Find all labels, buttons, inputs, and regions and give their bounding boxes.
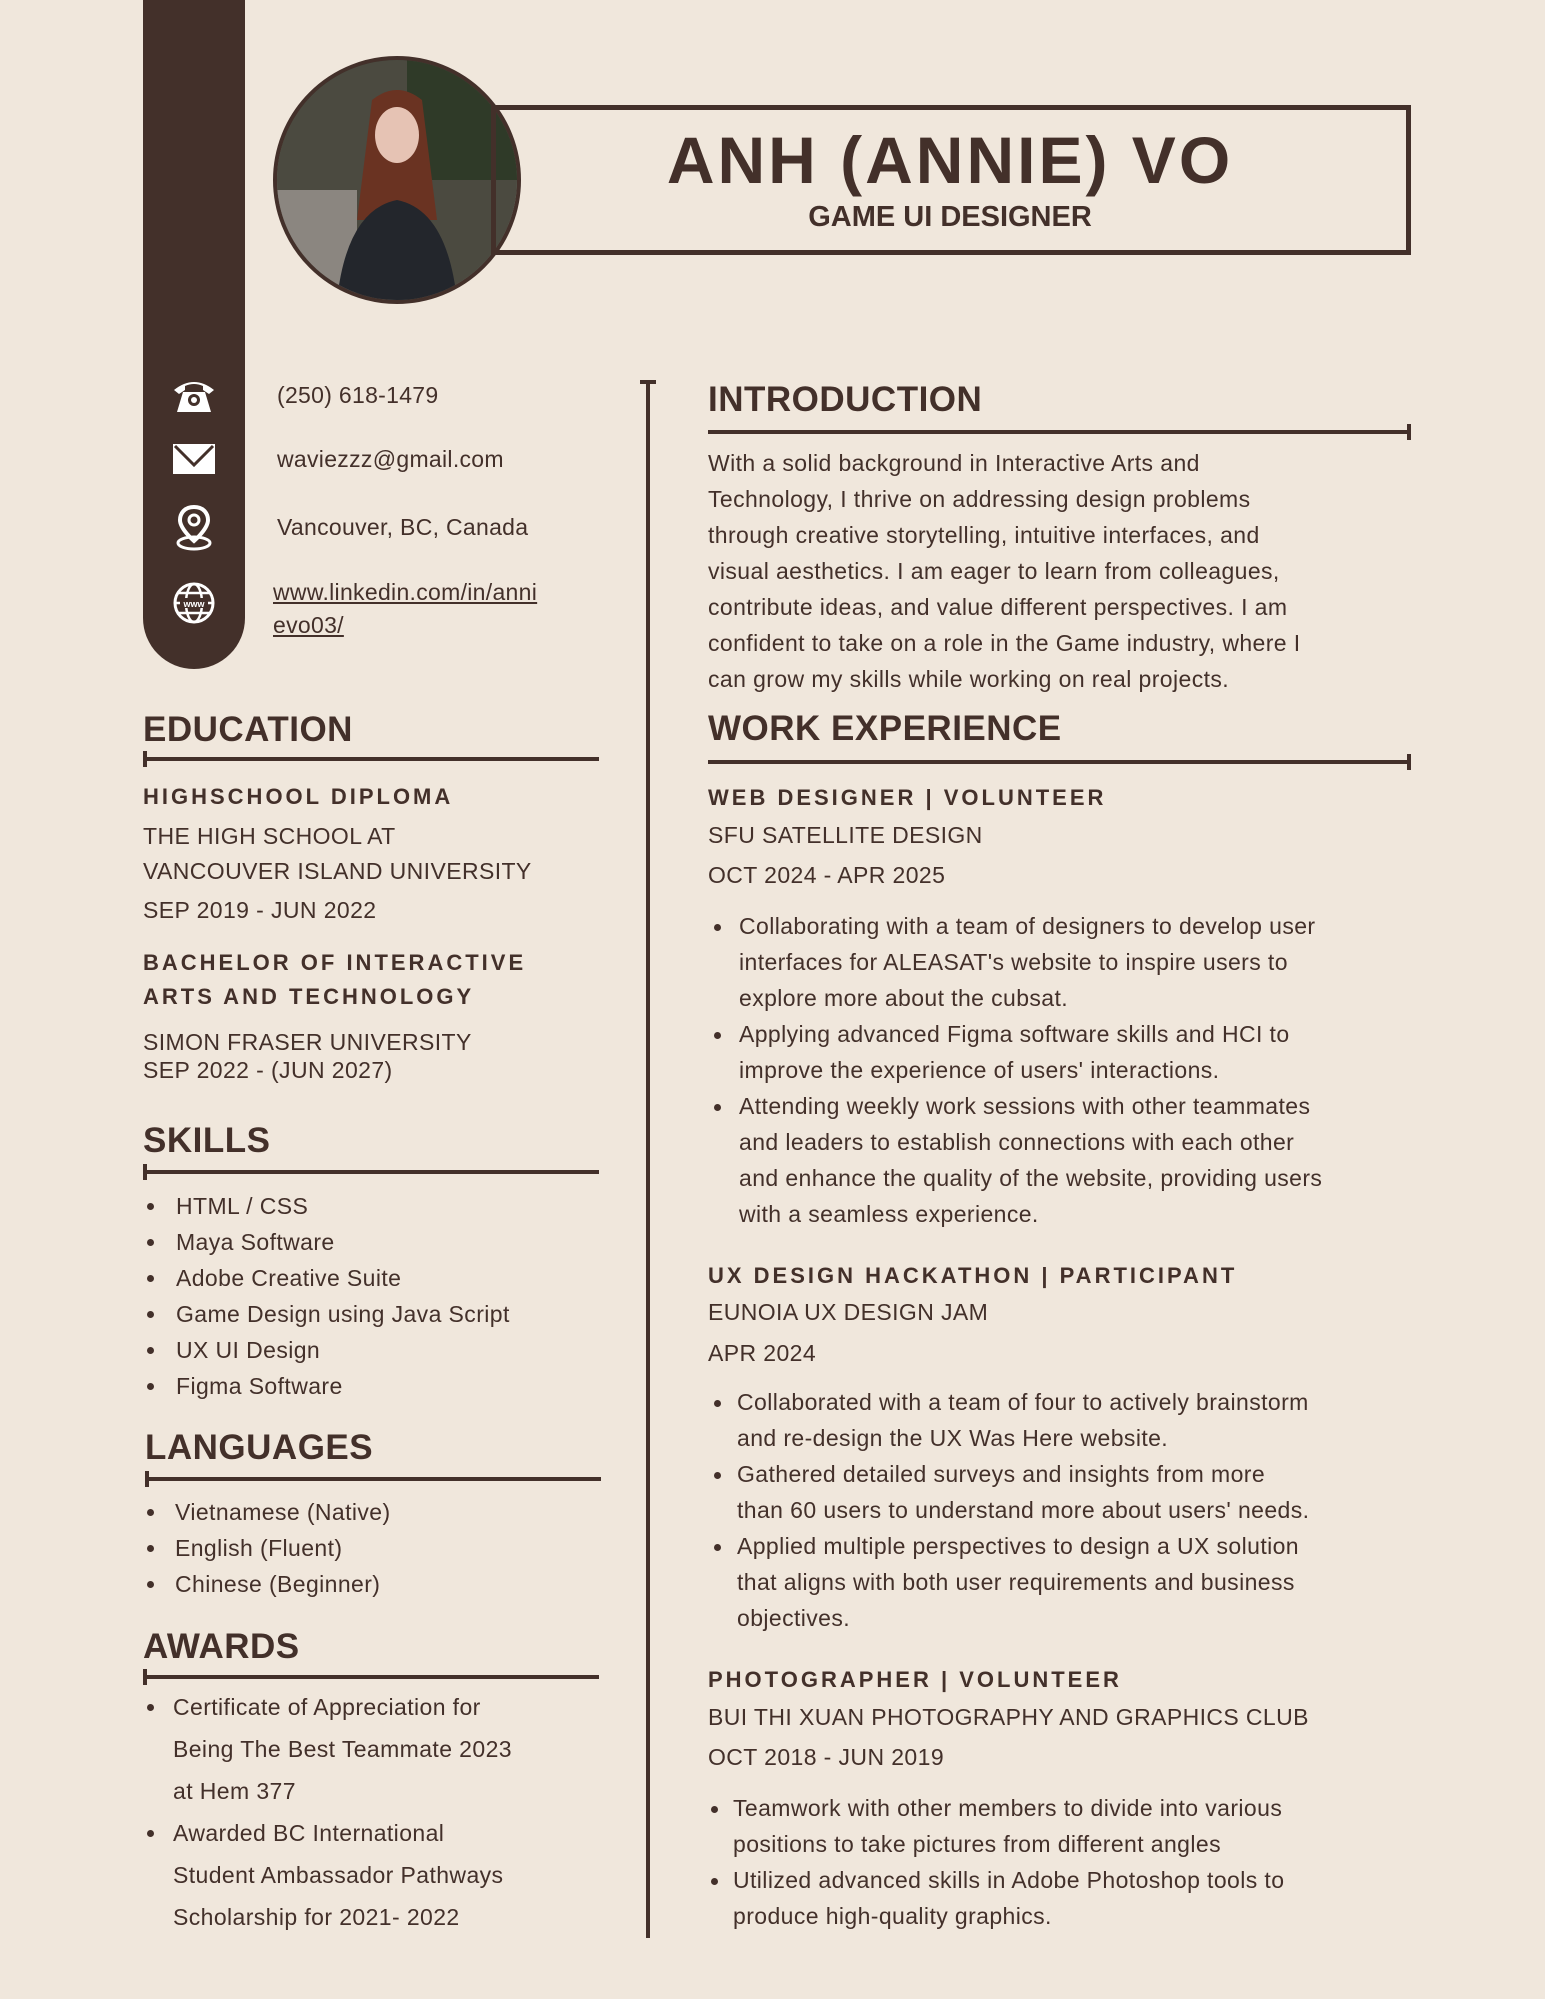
- bullet-dot: [147, 1275, 154, 1282]
- bullet-dot: [147, 1239, 154, 1246]
- job-organization: BUI THI XUAN PHOTOGRAPHY AND GRAPHICS CLUB: [708, 1704, 1309, 1730]
- bullet-dot: [147, 1704, 154, 1711]
- skill-item: Adobe Creative Suite: [176, 1265, 402, 1291]
- school-name: SIMON FRASER UNIVERSITY: [143, 1029, 472, 1055]
- job-organization: SFU SATELLITE DESIGN: [708, 822, 983, 848]
- bullet-dot: [147, 1581, 154, 1588]
- education-heading: EDUCATION: [143, 710, 353, 749]
- skill-item: Game Design using Java Script: [176, 1301, 510, 1327]
- education-dates: SEP 2022 - (JUN 2027): [143, 1057, 393, 1083]
- languages-heading: LANGUAGES: [145, 1428, 374, 1467]
- job-bullet-text: Gathered detailed surveys and insights from more: [737, 1461, 1266, 1487]
- bullet-dot: [714, 1104, 721, 1111]
- column-divider-cap: [640, 380, 656, 384]
- skill-item: Maya Software: [176, 1229, 335, 1255]
- introduction-text: visual aesthetics. I am eager to learn from colleagues,: [708, 558, 1280, 584]
- sidebar-bar: [143, 0, 245, 669]
- job-bullet-text: that aligns with both user requirements and business: [737, 1569, 1295, 1595]
- bullet-dot: [714, 1544, 721, 1551]
- bullet-dot: [714, 1400, 721, 1407]
- award-text: Certificate of Appreciation for: [173, 1694, 481, 1720]
- job-title: GAME UI DESIGNER: [808, 201, 1092, 233]
- contact-text: (250) 618-1479: [277, 382, 439, 408]
- school-name: VANCOUVER ISLAND UNIVERSITY: [143, 858, 532, 884]
- awards-heading: AWARDS: [143, 1627, 300, 1666]
- job-bullet-text: Collaborated with a team of four to actively brainstorm: [737, 1389, 1309, 1415]
- introduction-text: contribute ideas, and value different perspectives. I am: [708, 594, 1288, 620]
- introduction-text: Technology, I thrive on addressing design problems: [708, 486, 1251, 512]
- bullet-dot: [711, 1878, 718, 1885]
- job-bullet-text: Teamwork with other members to divide into various: [733, 1795, 1283, 1821]
- job-bullet-text: with a seamless experience.: [739, 1201, 1039, 1227]
- job-dates: OCT 2024 - APR 2025: [708, 862, 946, 888]
- awards-rule: [143, 1675, 599, 1679]
- skill-item: Figma Software: [176, 1373, 343, 1399]
- school-name: THE HIGH SCHOOL AT: [143, 823, 396, 849]
- candidate-name: ANH (ANNIE) VO: [666, 123, 1234, 197]
- profile-photo: [273, 56, 521, 304]
- degree-title: HIGHSCHOOL DIPLOMA: [143, 784, 454, 809]
- skill-item: HTML / CSS: [176, 1193, 309, 1219]
- award-text: Scholarship for 2021- 2022: [173, 1904, 460, 1930]
- bullet-dot: [147, 1347, 154, 1354]
- language-item: English (Fluent): [175, 1535, 343, 1561]
- job-role: WEB DESIGNER | VOLUNTEER: [708, 785, 1107, 810]
- skills-rule: [143, 1170, 599, 1174]
- job-bullet-text: and enhance the quality of the website, providing users: [739, 1165, 1323, 1191]
- work-rule: [708, 760, 1411, 764]
- linkedin-link[interactable]: evo03/: [273, 612, 344, 638]
- job-role: PHOTOGRAPHER | VOLUNTEER: [708, 1667, 1122, 1692]
- svg-text:www: www: [183, 599, 205, 609]
- job-dates: APR 2024: [708, 1340, 817, 1366]
- job-bullet-text: improve the experience of users' interactions.: [739, 1057, 1220, 1083]
- award-text: Being The Best Teammate 2023: [173, 1736, 512, 1762]
- email-icon: [168, 437, 220, 481]
- column-divider: [646, 382, 650, 1938]
- job-bullet-text: Applied multiple perspectives to design a UX solution: [737, 1533, 1300, 1559]
- job-bullet-text: Collaborating with a team of designers to develop user: [739, 913, 1316, 939]
- award-text: at Hem 377: [173, 1778, 296, 1804]
- job-bullet-text: interfaces for ALEASAT's website to inspire users to: [739, 949, 1288, 975]
- job-bullet-text: explore more about the cubsat.: [739, 985, 1069, 1011]
- bullet-dot: [714, 1472, 721, 1479]
- contact-text: Vancouver, BC, Canada: [277, 514, 529, 540]
- contact-text: waviezzz@gmail.com: [277, 446, 504, 472]
- degree-title: BACHELOR OF INTERACTIVE: [143, 950, 527, 975]
- introduction-text: can grow my skills while working on real projects.: [708, 666, 1230, 692]
- language-item: Chinese (Beginner): [175, 1571, 381, 1597]
- introduction-text: through creative storytelling, intuitive interfaces, and: [708, 522, 1260, 548]
- award-text: Student Ambassador Pathways: [173, 1862, 504, 1888]
- job-bullet-text: Attending weekly work sessions with other teammates: [739, 1093, 1311, 1119]
- education-rule: [143, 757, 599, 761]
- bullet-dot: [147, 1545, 154, 1552]
- introduction-text: confident to take on a role in the Game industry, where I: [708, 630, 1301, 656]
- bullet-dot: [711, 1806, 718, 1813]
- work-heading: WORK EXPERIENCE: [708, 709, 1062, 748]
- job-bullet-text: positions to take pictures from different angles: [733, 1831, 1221, 1857]
- award-text: Awarded BC International: [173, 1820, 445, 1846]
- languages-rule: [145, 1477, 601, 1481]
- skill-item: UX UI Design: [176, 1337, 321, 1363]
- bullet-dot: [714, 924, 721, 931]
- introduction-rule: [708, 430, 1411, 434]
- bullet-dot: [147, 1509, 154, 1516]
- bullet-dot: [147, 1383, 154, 1390]
- job-bullet-text: Applying advanced Figma software skills and HCI to: [739, 1021, 1290, 1047]
- skills-heading: SKILLS: [143, 1121, 271, 1160]
- job-bullet-text: objectives.: [737, 1605, 851, 1631]
- degree-title: ARTS AND TECHNOLOGY: [143, 984, 475, 1009]
- phone-icon: [168, 373, 220, 417]
- job-dates: OCT 2018 - JUN 2019: [708, 1744, 945, 1770]
- job-bullet-text: produce high-quality graphics.: [733, 1903, 1052, 1929]
- job-role: UX DESIGN HACKATHON | PARTICIPANT: [708, 1263, 1238, 1288]
- bullet-dot: [147, 1830, 154, 1837]
- job-bullet-text: Utilized advanced skills in Adobe Photoshop tools to: [733, 1867, 1285, 1893]
- introduction-text: With a solid background in Interactive Arts and: [708, 450, 1200, 476]
- job-organization: EUNOIA UX DESIGN JAM: [708, 1299, 989, 1325]
- job-bullet-text: and re-design the UX Was Here website.: [737, 1425, 1169, 1451]
- introduction-heading: INTRODUCTION: [708, 380, 983, 419]
- bullet-dot: [147, 1203, 154, 1210]
- bullet-dot: [147, 1311, 154, 1318]
- globe-icon: [168, 581, 220, 625]
- location-pin-icon: [168, 505, 220, 549]
- language-item: Vietnamese (Native): [175, 1499, 391, 1525]
- bullet-dot: [714, 1032, 721, 1039]
- education-dates: SEP 2019 - JUN 2022: [143, 897, 377, 923]
- job-bullet-text: and leaders to establish connections with each other: [739, 1129, 1295, 1155]
- job-bullet-text: than 60 users to understand more about users' needs.: [737, 1497, 1310, 1523]
- linkedin-link[interactable]: www.linkedin.com/in/anni: [273, 579, 538, 605]
